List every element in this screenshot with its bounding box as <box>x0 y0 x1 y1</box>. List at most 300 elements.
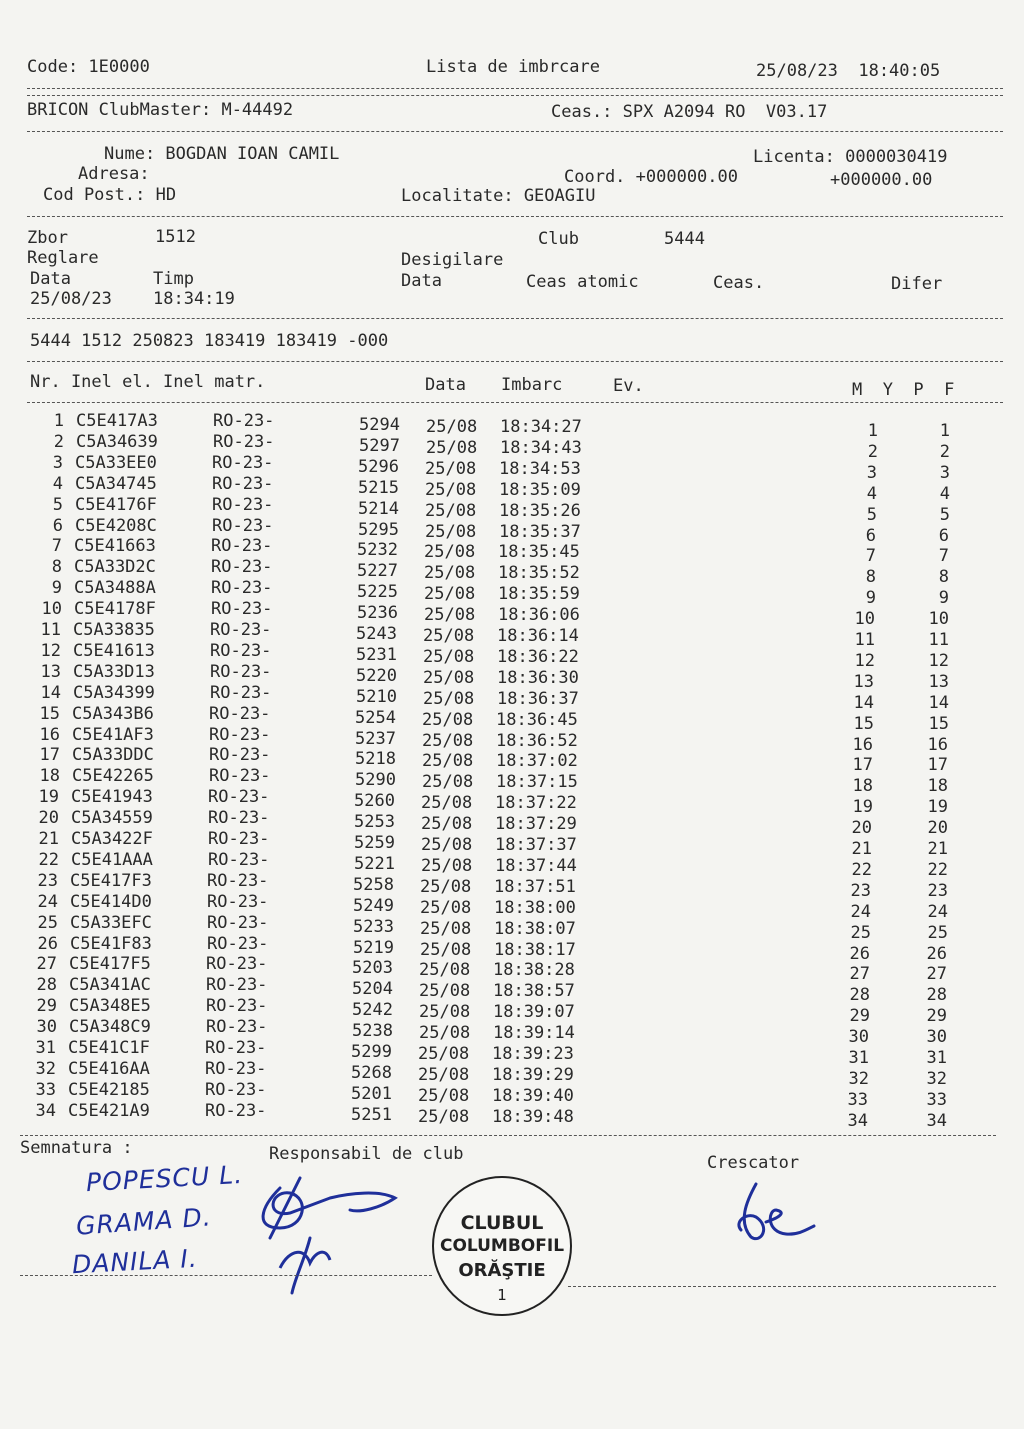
cell-m: 20 <box>851 818 872 839</box>
club-stamp <box>432 1176 572 1316</box>
cell-inel: C5E41AF3 <box>72 724 154 745</box>
cell-num: 5201 <box>351 1083 392 1104</box>
cell-date: 25/08 <box>423 667 475 688</box>
cell-time: 18:36:14 <box>497 626 579 646</box>
breeder-signature <box>726 1182 826 1252</box>
cell-m: 29 <box>849 1006 870 1027</box>
cell-date: 25/08 <box>426 417 478 437</box>
cell-num: 5290 <box>355 770 396 791</box>
signature-label: Semnatura : <box>20 1138 133 1158</box>
cell-p: 9 <box>938 588 949 609</box>
cell-time: 18:38:17 <box>494 939 576 960</box>
owner-name: Nume: BOGDAN IOAN CAMIL <box>104 144 340 164</box>
cell-matr: RO-23- <box>208 829 270 849</box>
cell-date: 25/08 <box>422 772 474 793</box>
cell-time: 18:34:27 <box>500 417 582 437</box>
cell-matr: RO-23- <box>207 933 269 954</box>
cell-nr: 29 <box>36 996 57 1017</box>
cell-m: 18 <box>852 776 873 797</box>
report-datetime: 25/08/23 18:40:05 <box>756 61 941 81</box>
cell-num: 5233 <box>353 916 394 937</box>
cell-matr: RO-23- <box>213 431 275 452</box>
cell-nr: 31 <box>35 1038 56 1058</box>
flight-summary: 5444 1512 250823 183419 183419 -000 <box>30 331 389 351</box>
cell-date: 25/08 <box>419 981 471 1002</box>
cell-time: 18:36:45 <box>496 709 578 730</box>
reglare-date: 25/08/23 <box>30 289 112 309</box>
cell-date: 25/08 <box>421 835 473 855</box>
cell-nr: 1 <box>53 411 64 431</box>
cell-matr: RO-23- <box>212 473 274 494</box>
cell-inel: C5A343B6 <box>72 703 154 724</box>
cell-num: 5259 <box>354 833 395 853</box>
cell-nr: 34 <box>35 1100 56 1121</box>
cell-p: 34 <box>926 1110 947 1131</box>
cell-nr: 17 <box>39 745 60 766</box>
cell-time: 18:37:15 <box>496 772 578 793</box>
cell-time: 18:35:37 <box>499 521 581 542</box>
cell-matr: RO-23- <box>209 724 271 745</box>
cell-matr: RO-23- <box>205 1100 267 1121</box>
coord-value: +000000.00 <box>830 170 933 190</box>
cell-num: 5295 <box>358 519 399 540</box>
cell-matr: RO-23- <box>209 703 271 724</box>
cell-m: 7 <box>865 546 876 567</box>
flight-label: Zbor <box>27 228 68 248</box>
cell-date: 25/08 <box>422 730 474 751</box>
cell-p: 2 <box>939 441 950 462</box>
cell-nr: 2 <box>53 431 64 452</box>
cell-m: 9 <box>865 588 876 609</box>
cell-matr: RO-23- <box>211 557 273 578</box>
timp-label: Timp <box>153 269 194 289</box>
cell-p: 31 <box>926 1048 947 1068</box>
cell-m: 16 <box>852 734 873 755</box>
clubmaster-id: BRICON ClubMaster: M-44492 <box>27 100 294 120</box>
cell-time: 18:37:37 <box>495 835 577 855</box>
cell-inel: C5E41943 <box>71 787 153 808</box>
cell-num: 5203 <box>352 958 393 979</box>
cell-inel: C5E42185 <box>68 1079 150 1100</box>
divider <box>27 402 1003 403</box>
clock-info: Ceas.: SPX A2094 RO V03.17 <box>551 102 828 122</box>
cell-p: 20 <box>927 818 948 839</box>
cell-date: 25/08 <box>420 939 472 960</box>
cell-m: 15 <box>853 713 874 734</box>
cell-nr: 19 <box>38 787 59 808</box>
cell-time: 18:37:22 <box>495 793 577 814</box>
cell-p: 24 <box>927 901 948 922</box>
difference-label: Difer <box>891 274 943 294</box>
col-myp: M Y P F <box>852 380 955 400</box>
cell-inel: C5A34639 <box>76 431 158 452</box>
cell-num: 5268 <box>351 1062 392 1083</box>
cell-m: 3 <box>866 462 877 483</box>
cell-time: 18:36:06 <box>498 605 580 626</box>
cell-matr: RO-23- <box>208 808 270 829</box>
cell-nr: 15 <box>39 703 60 724</box>
cell-m: 28 <box>849 985 870 1006</box>
cell-m: 1 <box>867 421 878 441</box>
divider <box>20 1135 996 1136</box>
cell-p: 25 <box>927 922 948 943</box>
cell-matr: RO-23- <box>208 787 270 808</box>
cell-nr: 22 <box>38 849 59 870</box>
cell-time: 18:35:45 <box>498 542 580 563</box>
cell-num: 5253 <box>354 812 395 833</box>
stamp-text: CLUBUL <box>460 1212 544 1234</box>
cell-date: 25/08 <box>425 458 477 479</box>
cell-inel: C5E4176F <box>75 494 157 515</box>
cell-m: 10 <box>854 609 875 630</box>
cell-date: 25/08 <box>423 688 475 709</box>
cell-p: 18 <box>927 776 948 797</box>
responsible-signature <box>250 1168 410 1298</box>
cell-num: 5297 <box>359 435 400 456</box>
cell-nr: 23 <box>37 870 58 891</box>
cell-date: 25/08 <box>422 751 474 772</box>
reglare-time: 18:34:19 <box>153 289 235 309</box>
cell-inel: C5A33EFC <box>70 912 152 933</box>
cell-nr: 20 <box>38 808 59 829</box>
cell-date: 25/08 <box>419 1002 471 1023</box>
cell-date: 25/08 <box>425 479 477 500</box>
cell-m: 26 <box>849 943 870 964</box>
cell-date: 25/08 <box>421 793 473 814</box>
cell-inel: C5E41613 <box>73 640 155 661</box>
cell-inel: C5A3422F <box>71 829 153 849</box>
cell-date: 25/08 <box>419 1023 471 1044</box>
cell-matr: RO-23- <box>205 1038 267 1058</box>
cell-nr: 6 <box>52 515 63 536</box>
club-responsible-label: Responsabil de club <box>269 1144 464 1164</box>
cell-inel: C5A33835 <box>73 620 155 640</box>
cell-num: 5220 <box>356 665 397 686</box>
cell-nr: 10 <box>41 599 62 620</box>
cell-num: 5299 <box>351 1042 392 1062</box>
owner-address: Adresa: <box>78 164 150 184</box>
handwritten-name: POPESCU L. <box>85 1159 244 1198</box>
cell-time: 18:38:00 <box>494 897 576 918</box>
cell-date: 25/08 <box>424 563 476 584</box>
clock-label: Ceas. <box>713 273 765 293</box>
cell-m: 13 <box>853 671 874 692</box>
cell-matr: RO-23- <box>212 494 274 515</box>
cell-matr: RO-23- <box>211 578 273 599</box>
cell-num: 5232 <box>357 540 398 561</box>
cell-matr: RO-23- <box>212 515 274 536</box>
cell-p: 7 <box>938 546 949 567</box>
cell-num: 5210 <box>356 686 397 707</box>
cell-inel: C5A33D13 <box>73 661 155 682</box>
divider <box>27 318 1003 319</box>
cell-time: 18:37:02 <box>496 751 578 772</box>
cell-num: 5249 <box>353 895 394 916</box>
cell-p: 32 <box>926 1068 947 1089</box>
cell-matr: RO-23- <box>207 891 269 912</box>
cell-time: 18:36:52 <box>496 730 578 751</box>
coord-label: Coord. +000000.00 <box>564 167 738 187</box>
cell-time: 18:38:07 <box>494 918 576 939</box>
cell-num: 5251 <box>351 1104 392 1125</box>
cell-m: 4 <box>866 483 877 504</box>
cell-date: 25/08 <box>418 1064 470 1085</box>
cell-m: 30 <box>848 1027 869 1048</box>
cell-inel: C5E41F83 <box>70 933 152 954</box>
divider <box>27 361 1003 362</box>
cell-nr: 14 <box>40 682 61 703</box>
cell-inel: C5E416AA <box>68 1058 150 1079</box>
cell-nr: 5 <box>52 494 63 515</box>
cell-num: 5260 <box>354 791 395 812</box>
owner-license: Licenta: 0000030419 <box>753 147 948 167</box>
postal-code: Cod Post.: HD <box>43 185 177 205</box>
cell-inel: C5E414D0 <box>70 891 152 912</box>
cell-nr: 25 <box>37 912 58 933</box>
cell-num: 5258 <box>353 874 394 895</box>
cell-inel: C5A3488A <box>74 578 156 599</box>
cell-m: 27 <box>849 964 870 985</box>
cell-num: 5231 <box>356 644 397 665</box>
cell-inel: C5A33D2C <box>74 557 156 578</box>
cell-p: 14 <box>928 692 949 713</box>
cell-p: 26 <box>926 943 947 964</box>
cell-date: 25/08 <box>424 542 476 563</box>
cell-inel: C5A348C9 <box>69 1017 151 1038</box>
divider <box>27 95 1003 96</box>
cell-nr: 7 <box>51 536 62 557</box>
cell-m: 12 <box>854 650 875 671</box>
cell-nr: 30 <box>36 1017 57 1038</box>
cell-matr: RO-23- <box>206 975 268 996</box>
cell-time: 18:34:53 <box>499 458 581 479</box>
cell-inel: C5E421A9 <box>68 1100 150 1121</box>
cell-p: 4 <box>939 483 950 504</box>
cell-matr: RO-23- <box>209 745 271 766</box>
cell-p: 8 <box>938 567 949 588</box>
cell-date: 25/08 <box>420 918 472 939</box>
cell-num: 5254 <box>355 707 396 728</box>
cell-inel: C5A34399 <box>73 682 155 703</box>
cell-num: 5227 <box>357 561 398 582</box>
cell-p: 23 <box>927 880 948 901</box>
cell-matr: RO-23- <box>210 620 272 640</box>
cell-m: 6 <box>865 525 876 546</box>
cell-m: 8 <box>865 567 876 588</box>
cell-inel: C5E4208C <box>75 515 157 536</box>
cell-num: 5219 <box>353 937 394 958</box>
cell-date: 25/08 <box>420 876 472 897</box>
report-code: Code: 1E0000 <box>27 57 150 77</box>
cell-matr: RO-23- <box>208 849 270 870</box>
cell-inel: C5E417F3 <box>70 870 152 891</box>
divider <box>27 131 1003 132</box>
cell-matr: RO-23- <box>210 640 272 661</box>
col-data: Data <box>425 375 466 395</box>
cell-inel: C5A33DDC <box>72 745 154 766</box>
cell-p: 16 <box>927 734 948 755</box>
atomic-clock-label: Ceas atomic <box>526 272 639 292</box>
cell-p: 27 <box>926 964 947 985</box>
cell-matr: RO-23- <box>207 912 269 933</box>
cell-date: 25/08 <box>426 437 478 458</box>
cell-nr: 18 <box>39 766 60 787</box>
cell-p: 21 <box>927 839 948 859</box>
cell-m: 5 <box>866 504 877 525</box>
cell-num: 5215 <box>358 477 399 498</box>
stamp-text: COLUMBOFIL <box>439 1236 565 1256</box>
breeder-label: Crescator <box>707 1153 800 1173</box>
cell-m: 33 <box>847 1089 868 1110</box>
desigilare-label: Desigilare <box>401 250 504 270</box>
cell-date: 25/08 <box>418 1085 470 1106</box>
club-number: 5444 <box>664 229 705 249</box>
col-nr-inel: Nr. Inel el. Inel matr. <box>30 372 266 392</box>
cell-time: 18:38:28 <box>493 960 575 981</box>
cell-date: 25/08 <box>424 584 476 605</box>
cell-m: 25 <box>850 922 871 943</box>
cell-time: 18:35:09 <box>499 479 581 500</box>
cell-matr: RO-23- <box>209 766 271 787</box>
cell-time: 18:39:29 <box>492 1064 574 1085</box>
cell-time: 18:36:37 <box>497 688 579 709</box>
cell-inel: C5E417A3 <box>76 411 158 431</box>
cell-num: 5294 <box>359 415 400 435</box>
cell-m: 32 <box>848 1068 869 1089</box>
cell-num: 5204 <box>352 979 393 1000</box>
cell-date: 25/08 <box>418 1044 470 1064</box>
divider <box>27 216 1003 217</box>
cell-num: 5237 <box>355 728 396 749</box>
cell-nr: 27 <box>36 954 57 975</box>
cell-m: 34 <box>847 1110 868 1131</box>
cell-num: 5242 <box>352 1000 393 1021</box>
cell-p: 3 <box>939 462 950 483</box>
divider <box>20 1275 432 1276</box>
cell-matr: RO-23- <box>210 682 272 703</box>
divider <box>27 88 1003 89</box>
cell-inel: C5A341AC <box>69 975 151 996</box>
cell-inel: C5A33EE0 <box>75 452 157 473</box>
cell-p: 5 <box>939 504 950 525</box>
cell-nr: 28 <box>36 975 57 996</box>
cell-m: 2 <box>867 441 878 462</box>
club-label: Club <box>538 229 579 249</box>
cell-m: 14 <box>853 692 874 713</box>
cell-date: 25/08 <box>424 605 476 626</box>
cell-p: 11 <box>928 630 949 650</box>
cell-p: 30 <box>926 1027 947 1048</box>
cell-matr: RO-23- <box>212 452 274 473</box>
cell-inel: C5E41C1F <box>68 1038 150 1058</box>
cell-date: 25/08 <box>422 709 474 730</box>
cell-matr: RO-23- <box>207 870 269 891</box>
cell-num: 5218 <box>355 749 396 770</box>
cell-m: 11 <box>854 630 875 650</box>
cell-m: 24 <box>850 901 871 922</box>
cell-time: 18:35:59 <box>498 584 580 605</box>
cell-num: 5243 <box>356 624 397 644</box>
cell-matr: RO-23- <box>205 1058 267 1079</box>
cell-date: 25/08 <box>423 626 475 646</box>
cell-num: 5221 <box>354 853 395 874</box>
cell-m: 22 <box>851 859 872 880</box>
cell-nr: 12 <box>40 640 61 661</box>
cell-date: 25/08 <box>418 1106 470 1127</box>
cell-p: 19 <box>927 797 948 818</box>
cell-nr: 13 <box>40 661 61 682</box>
cell-inel: C5E4178F <box>74 599 156 620</box>
cell-num: 5238 <box>352 1021 393 1042</box>
cell-time: 18:34:43 <box>500 437 582 458</box>
cell-num: 5225 <box>357 582 398 603</box>
data-label: Data <box>30 269 71 289</box>
cell-time: 18:39:14 <box>493 1023 575 1044</box>
cell-nr: 3 <box>52 452 63 473</box>
cell-nr: 33 <box>35 1079 56 1100</box>
locality: Localitate: GEOAGIU <box>401 186 596 206</box>
cell-nr: 21 <box>38 829 59 849</box>
cell-matr: RO-23- <box>210 661 272 682</box>
cell-p: 17 <box>927 755 948 776</box>
cell-p: 15 <box>928 713 949 734</box>
cell-nr: 24 <box>37 891 58 912</box>
stamp-text: 1 <box>497 1286 507 1304</box>
cell-inel: C5E41663 <box>74 536 156 557</box>
cell-m: 21 <box>851 839 872 859</box>
cell-num: 5296 <box>358 456 399 477</box>
cell-time: 18:39:40 <box>492 1085 574 1106</box>
cell-matr: RO-23- <box>206 996 268 1017</box>
cell-time: 18:38:57 <box>493 981 575 1002</box>
cell-m: 17 <box>852 755 873 776</box>
cell-m: 23 <box>850 880 871 901</box>
cell-time: 18:39:07 <box>493 1002 575 1023</box>
cell-matr: RO-23- <box>213 411 275 431</box>
col-ev: Ev. <box>613 376 644 396</box>
cell-time: 18:39:48 <box>492 1106 574 1127</box>
cell-nr: 4 <box>52 473 63 494</box>
cell-nr: 9 <box>51 578 62 599</box>
cell-p: 22 <box>927 859 948 880</box>
divider <box>568 1286 996 1287</box>
cell-p: 13 <box>928 671 949 692</box>
cell-p: 10 <box>928 609 949 630</box>
handwritten-name: GRAMA D. <box>75 1202 213 1241</box>
cell-inel: C5E41AAA <box>71 849 153 870</box>
cell-time: 18:36:22 <box>497 646 579 667</box>
cell-matr: RO-23- <box>205 1079 267 1100</box>
cell-p: 33 <box>926 1089 947 1110</box>
cell-date: 25/08 <box>421 814 473 835</box>
cell-p: 28 <box>926 985 947 1006</box>
stamp-text: ORĂŞTIE <box>458 1260 546 1281</box>
cell-p: 1 <box>939 421 950 441</box>
cell-date: 25/08 <box>425 521 477 542</box>
cell-date: 25/08 <box>421 855 473 876</box>
cell-nr: 11 <box>40 620 61 640</box>
cell-num: 5236 <box>357 603 398 624</box>
cell-time: 18:35:52 <box>498 563 580 584</box>
cell-time: 18:36:30 <box>497 667 579 688</box>
cell-date: 25/08 <box>419 960 471 981</box>
report-title: Lista de imbrcare <box>426 57 600 77</box>
cell-m: 19 <box>852 797 873 818</box>
cell-nr: 32 <box>35 1058 56 1079</box>
cell-date: 25/08 <box>423 646 475 667</box>
cell-p: 12 <box>928 650 949 671</box>
handwritten-name: DANILA I. <box>71 1243 199 1280</box>
